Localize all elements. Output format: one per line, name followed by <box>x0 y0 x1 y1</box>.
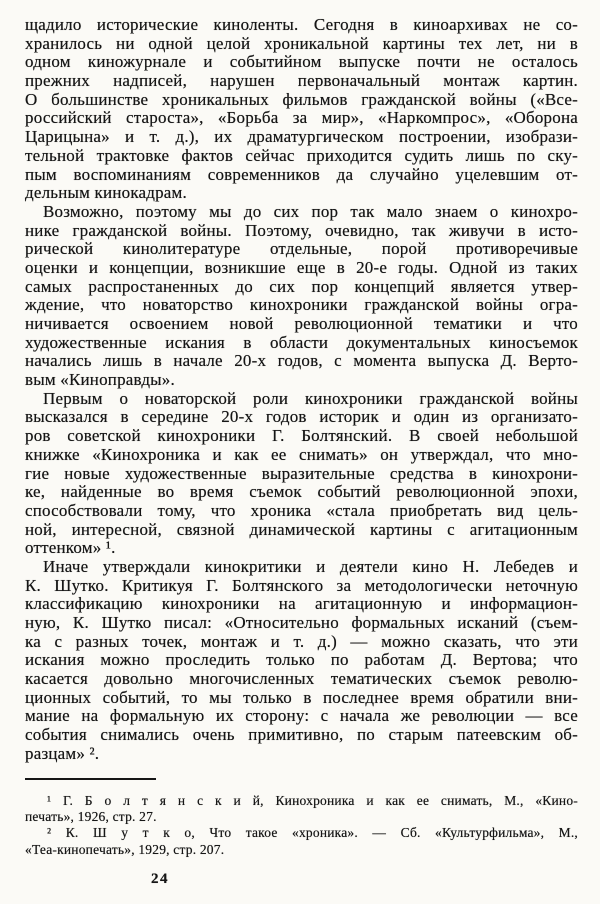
text-line: ничивается освоением новой революционной тематики и что <box>25 314 578 333</box>
text-line: начались лишь в начале 20-х годов, с момента выпуска Д. Верто- <box>25 351 578 371</box>
text-line: способствовали тому, что хроника «стала приобретать вид цель- <box>25 500 578 520</box>
text-line: тельной трактовке фактов сейчас приходится судить лишь по ску- <box>25 145 578 165</box>
text-line: книжке «Кинохроника и как ее снимать» он утверждал, что мно- <box>25 444 578 464</box>
paragraph <box>25 16 578 203</box>
footnote-line: ¹ Г. Б о л т я н с к и й, Кинохроника и как ее снимать, М., «Кино- <box>47 792 578 808</box>
text-line: касается довольно многочисленных тематических съемок револю- <box>25 669 578 689</box>
paragraph <box>25 203 578 390</box>
text-line: щадило исторические киноленты. Сегодня в киноархивах не со- <box>25 15 578 34</box>
footnote-line: «Теа-кинопечать», 1929, стр. 207. <box>25 841 225 857</box>
text-line: ной, интересной, связной динамической картины с агитационным <box>25 519 578 539</box>
text-line: самых распростаненных до сих пор концепций является утвер- <box>25 276 578 296</box>
text-line: К. Шутко. Критикуя Г. Болтянского за методологически неточную <box>25 575 578 595</box>
text-line: художественные искания в области документальных киносъемок <box>25 332 578 352</box>
text-line: гие новые художественные выразительные средства в кинохрони- <box>25 463 578 483</box>
text-line: высказался в середине 20-х годов историк и один из организато- <box>25 407 578 427</box>
text-line: ров советской кинохроники Г. Болтянский. В своей небольшой <box>25 426 578 446</box>
text-line: разцам» ². <box>25 743 100 763</box>
text-line: ную, К. Шутко писал: «Относительно формальных исканий (съем- <box>25 613 578 632</box>
paragraph <box>25 558 578 764</box>
text-line: пым воспоминаниям современников да случайно уцелевшим от- <box>25 164 578 184</box>
text-line: вым «Киноправды». <box>25 370 175 390</box>
text-line: хранилось ни одной целой хроникальной картины тех лет, ни в <box>25 33 578 53</box>
text-line: нике гражданской войны. Поэтому, очевидно, так живучи в исто- <box>25 220 578 240</box>
paragraph <box>25 390 578 558</box>
footnote <box>25 793 578 826</box>
text-line: события снимались очень примитивно, по старым патеевским об- <box>25 725 578 745</box>
text-line: рической кинолитературе отдельные, порой противоречивые <box>25 239 578 259</box>
text-line: ка с разных точек, монтаж и т. д.) — можно сказать, что эти <box>25 631 578 651</box>
text-line: Первым о новаторской роли кинохроники гражданской войны <box>43 388 578 408</box>
text-line: Иначе утверждали кинокритики и деятели кино Н. Лебедев и <box>43 556 578 576</box>
text-line: классификацию кинохроники на агитационную и информацион- <box>25 594 578 614</box>
text-line: российский староста», «Борьба за мир», «Наркомпрос», «Оборона <box>25 108 578 128</box>
text-line: искания можно проследить только по работам Д. Вертова; что <box>25 650 578 670</box>
text-line: оттенком» ¹. <box>25 538 116 558</box>
text-line: О большинстве хроникальных фильмов гражданской войны («Все- <box>25 89 578 109</box>
text-line: ке, найденные во время съемок событий революционной эпохи, <box>25 482 578 502</box>
footnote <box>25 825 578 858</box>
footnote-separator-rule <box>25 778 156 780</box>
text-line: Царицына» и т. д.), их драматургическом построении, изобрази- <box>25 127 578 147</box>
text-line: одном киножурнале и событийном выпуске почти не осталось <box>25 52 578 72</box>
text-line: ционных событий, то мы только в последнее время обратили вни- <box>25 687 578 707</box>
text-line: Возможно, поэтому мы до сих пор так мало знаем о кинохро- <box>43 201 578 221</box>
text-line: мание на формальную их сторону: с начала же революции — все <box>25 706 578 726</box>
text-line: ждение, что новаторство кинохроники гражданской войны огра- <box>25 295 578 315</box>
footnote-line: ² К. Ш у т к о, Что такое «хроника». — Сб. «Культурфильма», М., <box>47 825 578 841</box>
footnote-line: печать», 1926, стр. 27. <box>25 808 157 824</box>
body-text <box>25 16 578 858</box>
page-number: 24 <box>151 871 169 887</box>
footnotes <box>25 793 578 859</box>
text-line: прежних надписей, нарушен первоначальный монтаж картин. <box>25 71 578 91</box>
text-line: дельным кинокадрам. <box>25 183 187 203</box>
text-line: оценки и концепции, возникшие еще в 20-е годы. Одной из таких <box>25 257 578 277</box>
